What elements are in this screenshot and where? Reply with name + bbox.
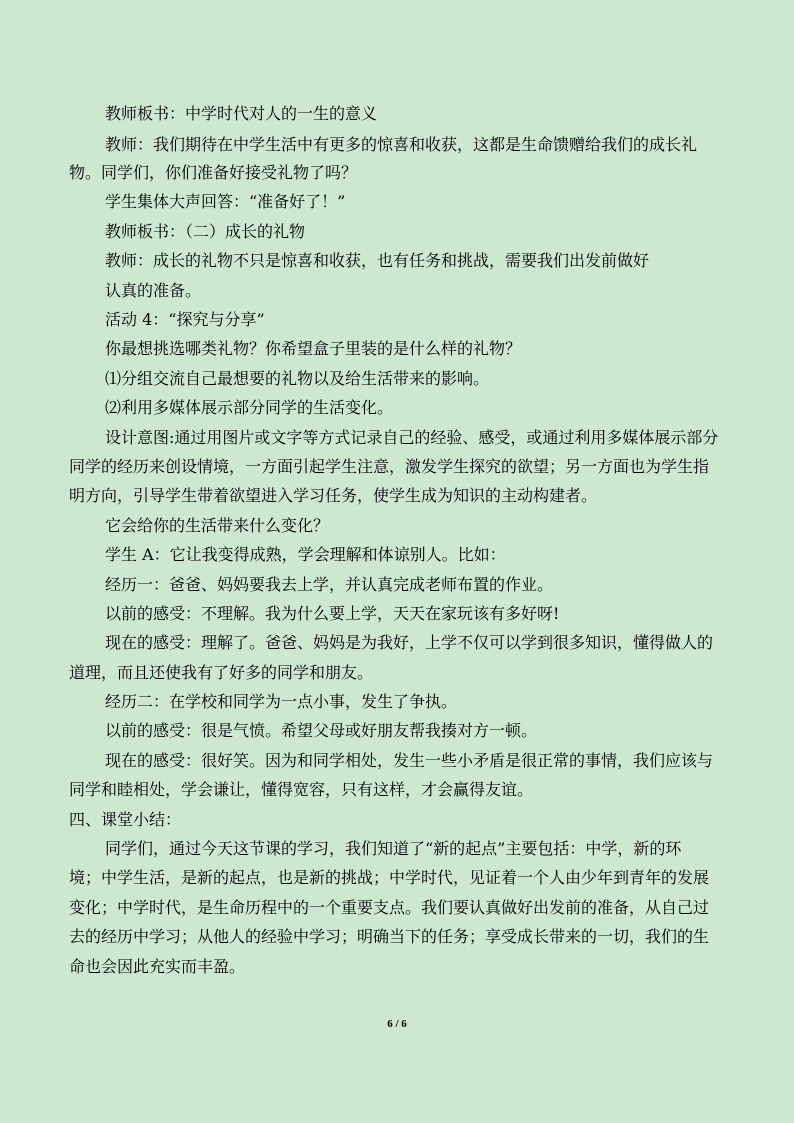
paragraph-line: 教师板书：中学时代对人的一生的意义: [105, 104, 378, 123]
paragraph-line: 以前的感受：很是气愤。希望父母或好朋友帮我揍对方一顿。: [105, 721, 538, 740]
paragraph-line: 同学和睦相处，学会谦让，懂得宽容，只有这样，才会赢得友谊。: [69, 780, 534, 799]
paragraph-line: 经历二：在学校和同学为一点小事，发生了争执。: [105, 692, 458, 711]
paragraph-line: 现在的感受：理解了。爸爸、妈妈是为我好，上学不仅可以学到很多知识，懂得做人的: [105, 633, 714, 652]
paragraph-line: 教师板书：（二）成长的礼物: [105, 222, 306, 241]
paragraph-line: 同学们，通过今天这节课的学习，我们知道了“新的起点”主要包括：中学，新的环: [105, 839, 682, 858]
paragraph-line: 教师：我们期待在中学生活中有更多的惊喜和收获，这都是生命馈赠给我们的成长礼: [105, 135, 698, 154]
page-number: 6 / 6: [387, 1018, 407, 1030]
paragraph-line: 活动 4：“探究与分享”: [105, 310, 265, 329]
paragraph-line: 设计意图:通过用图片或文字等方式记录自己的经验、感受，或通过利用多媒体展示部分: [105, 428, 719, 447]
section-heading: 四、课堂小结：: [69, 810, 182, 829]
paragraph-line: 你最想挑选哪类礼物？你希望盒子里装的是什么样的礼物？: [105, 339, 522, 358]
paragraph-line: 同学的经历来创设情境，一方面引起学生注意，激发学生探究的欲望；另一方面也为学生指: [69, 457, 710, 476]
paragraph-line: 教师：成长的礼物不只是惊喜和收获，也有任务和挑战，需要我们出发前做好: [105, 251, 650, 270]
paragraph-line: 以前的感受：不理解。我为什么要上学，天天在家玩该有多好呀!: [105, 604, 560, 623]
paragraph-line: 学生 A：它让我变得成熟，学会理解和体谅别人。比如：: [105, 545, 506, 564]
paragraph-line: 命也会因此充实而丰盈。: [69, 957, 246, 976]
paragraph-line: 境；中学生活，是新的起点，也是新的挑战；中学时代，见证着一个人由少年到青年的发展: [69, 868, 710, 887]
paragraph-line: 去的经历中学习；从他人的经验中学习；明确当下的任务；享受成长带来的一切，我们的生: [69, 927, 710, 946]
paragraph-line: 物。同学们，你们准备好接受礼物了吗？: [69, 163, 358, 182]
paragraph-line: 道理，而且还使我有了好多的同学和朋友。: [69, 663, 374, 682]
paragraph-line: 它会给你的生活带来什么变化？: [105, 516, 330, 535]
paragraph-line: 认真的准备。: [105, 281, 202, 300]
paragraph-line: 变化；中学时代，是生命历程中的一个重要支点。我们要认真做好出发前的准备，从自己过: [69, 898, 710, 917]
paragraph-line: 明方向，引导学生带着欲望进入学习任务，使学生成为知识的主动构建者。: [69, 486, 598, 505]
paragraph-line: 学生集体大声回答：“准备好了！”: [105, 192, 346, 211]
paragraph-line: ⑴分组交流自己最想要的礼物以及给生活带来的影响。: [105, 369, 490, 388]
paragraph-line: ⑵利用多媒体展示部分同学的生活变化。: [105, 398, 394, 417]
paragraph-line: 经历一：爸爸、妈妈要我去上学，并认真完成老师布置的作业。: [105, 575, 554, 594]
paragraph-line: 现在的感受：很好笑。因为和同学相处，发生一些小矛盾是很正常的事情，我们应该与: [105, 751, 714, 770]
